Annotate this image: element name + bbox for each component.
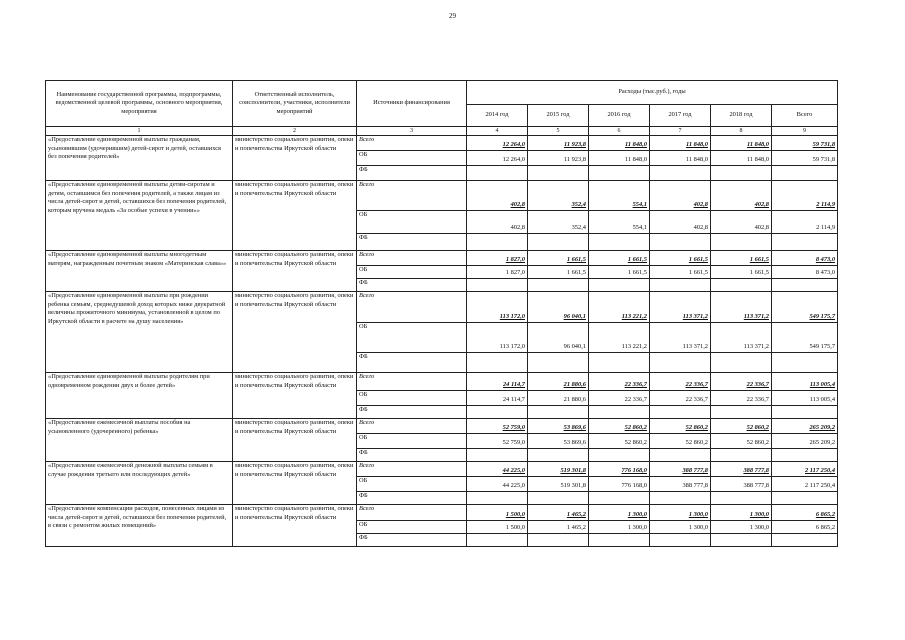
amount-cell: 113 371,2: [711, 323, 772, 353]
measure-executor: министерство социального развития, опеки и попечительства Иркутской области: [233, 292, 357, 373]
amount-cell: [650, 492, 711, 505]
amount-total: [772, 166, 838, 181]
amount-cell: 388 777,8: [650, 477, 711, 492]
amount-cell: 776 168,0: [589, 477, 650, 492]
amount-cell: 53 869,6: [528, 419, 589, 434]
header-source: Источники финансирования: [357, 81, 467, 127]
amount-cell: [711, 166, 772, 181]
amount-cell: 388 777,8: [711, 462, 772, 477]
measure-executor: министерство социального развития, опеки и попечительства Иркутской области: [233, 505, 357, 547]
amount-cell: 44 225,0: [467, 462, 528, 477]
amount-cell: 52 860,2: [650, 434, 711, 449]
amount-cell: [528, 166, 589, 181]
header-expenses: Расходы (тыс.руб.), годы: [467, 81, 838, 105]
amount-cell: 1 465,2: [528, 505, 589, 521]
measure-name: «Предоставление единовременной выплаты многодетным матерям, награжденным почетным знаком «Материнская слава»»: [46, 251, 233, 292]
header-year: 2014 год: [467, 105, 528, 127]
funding-source: ОБ: [357, 151, 467, 166]
amount-cell: 11 848,0: [711, 151, 772, 166]
amount-cell: [711, 534, 772, 547]
amount-cell: [711, 234, 772, 251]
amount-cell: 554,1: [589, 181, 650, 211]
header-year: 2018 год: [711, 105, 772, 127]
amount-cell: 402,8: [711, 181, 772, 211]
page-number: 29: [449, 12, 456, 20]
amount-cell: 21 880,6: [528, 391, 589, 406]
measure-executor: министерство социального развития, опеки и попечительства Иркутской области: [233, 136, 357, 181]
table-row: [46, 292, 838, 323]
amount-cell: 1 661,5: [711, 266, 772, 279]
column-number-row: [46, 127, 838, 136]
funding-source: ФБ: [357, 406, 467, 419]
funding-source: ФБ: [357, 279, 467, 292]
amount-total: 549 175,7: [772, 323, 838, 353]
column-number: 8: [711, 127, 772, 136]
amount-cell: 96 040,1: [528, 323, 589, 353]
amount-total: 2 114,9: [772, 181, 838, 211]
amount-cell: 52 860,2: [711, 434, 772, 449]
amount-cell: [650, 534, 711, 547]
amount-cell: [589, 492, 650, 505]
amount-cell: 22 336,7: [711, 373, 772, 391]
funding-source: ФБ: [357, 492, 467, 505]
measure-name: «Предоставление ежемесячной выплаты пособия на усыновленного (удочеренного) ребенка»: [46, 419, 233, 462]
amount-cell: 402,8: [650, 181, 711, 211]
amount-cell: 22 336,7: [589, 373, 650, 391]
amount-cell: 352,4: [528, 181, 589, 211]
amount-cell: 24 114,7: [467, 391, 528, 406]
measure-executor: министерство социального развития, опеки и попечительства Иркутской области: [233, 462, 357, 505]
amount-cell: 1 500,0: [467, 521, 528, 534]
funding-source: Всего: [357, 373, 467, 391]
amount-cell: 21 880,6: [528, 373, 589, 391]
funding-source: ФБ: [357, 534, 467, 547]
amount-cell: 519 301,8: [528, 477, 589, 492]
amount-cell: 1 300,0: [711, 521, 772, 534]
funding-source: Всего: [357, 419, 467, 434]
table-row: [46, 419, 838, 434]
amount-cell: [650, 449, 711, 462]
amount-cell: 11 848,0: [650, 151, 711, 166]
amount-total: 59 731,8: [772, 151, 838, 166]
amount-cell: 1 827,0: [467, 251, 528, 266]
amount-cell: 11 848,0: [589, 136, 650, 151]
funding-source: ОБ: [357, 521, 467, 534]
funding-source: ОБ: [357, 477, 467, 492]
funding-source: Всего: [357, 505, 467, 521]
amount-cell: 22 336,7: [589, 391, 650, 406]
measure-executor: министерство социального развития, опеки и попечительства Иркутской области: [233, 181, 357, 251]
measure-name: «Предоставление единовременной выплаты гражданам, усыновившим (удочерившим) детей-сирот и детей, оставшихся без попечения родителей»: [46, 136, 233, 181]
amount-cell: [467, 279, 528, 292]
amount-cell: 776 168,0: [589, 462, 650, 477]
amount-cell: 11 923,8: [528, 151, 589, 166]
amount-cell: 11 848,0: [650, 136, 711, 151]
amount-cell: 1 661,5: [528, 266, 589, 279]
table-row: [46, 251, 838, 266]
amount-cell: [589, 449, 650, 462]
column-number: 5: [528, 127, 589, 136]
amount-total: 8 473,0: [772, 251, 838, 266]
amount-cell: 1 300,0: [589, 521, 650, 534]
column-number: 3: [357, 127, 467, 136]
amount-cell: 1 827,0: [467, 266, 528, 279]
amount-cell: [467, 534, 528, 547]
amount-cell: [467, 449, 528, 462]
amount-cell: 22 336,7: [650, 391, 711, 406]
amount-cell: 113 172,0: [467, 292, 528, 323]
amount-total: 6 865,2: [772, 505, 838, 521]
funding-source: ОБ: [357, 211, 467, 234]
amount-cell: 1 661,5: [589, 251, 650, 266]
amount-cell: 11 848,0: [589, 151, 650, 166]
amount-total: 265 209,2: [772, 419, 838, 434]
budget-table-body: [46, 136, 838, 547]
amount-cell: 1 661,5: [589, 266, 650, 279]
header-year: 2015 год: [528, 105, 589, 127]
amount-cell: 52 860,2: [589, 419, 650, 434]
amount-cell: 52 860,2: [589, 434, 650, 449]
funding-source: ФБ: [357, 449, 467, 462]
amount-total: 265 209,2: [772, 434, 838, 449]
amount-cell: [467, 166, 528, 181]
measure-executor: министерство социального развития, опеки и попечительства Иркутской области: [233, 419, 357, 462]
table-row: [46, 136, 838, 151]
amount-total: [772, 279, 838, 292]
amount-total: [772, 492, 838, 505]
amount-total: 59 731,8: [772, 136, 838, 151]
amount-cell: 52 759,0: [467, 419, 528, 434]
amount-total: 6 865,2: [772, 521, 838, 534]
amount-total: [772, 234, 838, 251]
table-row: [46, 373, 838, 391]
amount-cell: 53 869,6: [528, 434, 589, 449]
amount-cell: 1 661,5: [711, 251, 772, 266]
amount-cell: 12 264,0: [467, 136, 528, 151]
amount-cell: [467, 353, 528, 373]
amount-cell: [589, 534, 650, 547]
amount-cell: [467, 234, 528, 251]
amount-cell: [467, 406, 528, 419]
amount-total: [772, 449, 838, 462]
amount-cell: [528, 234, 589, 251]
amount-cell: 113 371,2: [650, 323, 711, 353]
amount-total: 2 117 250,4: [772, 477, 838, 492]
amount-total: 8 473,0: [772, 266, 838, 279]
amount-cell: [650, 279, 711, 292]
table-row: [46, 181, 838, 211]
amount-cell: 12 264,0: [467, 151, 528, 166]
funding-source: ОБ: [357, 266, 467, 279]
amount-cell: 113 221,2: [589, 323, 650, 353]
funding-source: ОБ: [357, 434, 467, 449]
measure-name: «Предоставление единовременной выплаты родителям при одновременном рождении двух и более детей»: [46, 373, 233, 419]
amount-total: [772, 406, 838, 419]
amount-cell: 22 336,7: [650, 373, 711, 391]
column-number: 6: [589, 127, 650, 136]
amount-cell: 352,4: [528, 211, 589, 234]
funding-source: ОБ: [357, 391, 467, 406]
funding-source: Всего: [357, 292, 467, 323]
amount-cell: 519 301,8: [528, 462, 589, 477]
funding-source: Всего: [357, 181, 467, 211]
amount-cell: 24 114,7: [467, 373, 528, 391]
table-row: [46, 462, 838, 477]
amount-cell: 113 172,0: [467, 323, 528, 353]
amount-cell: 52 759,0: [467, 434, 528, 449]
funding-source: Всего: [357, 136, 467, 151]
amount-cell: [467, 492, 528, 505]
amount-cell: 388 777,8: [711, 477, 772, 492]
amount-total: 2 117 250,4: [772, 462, 838, 477]
amount-cell: 1 661,5: [650, 266, 711, 279]
measure-executor: министерство социального развития, опеки и попечительства Иркутской области: [233, 251, 357, 292]
table-row: [46, 505, 838, 521]
column-number: 7: [650, 127, 711, 136]
column-number: 2: [233, 127, 357, 136]
amount-cell: [711, 406, 772, 419]
measure-executor: министерство социального развития, опеки и попечительства Иркутской области: [233, 373, 357, 419]
amount-cell: 113 371,2: [711, 292, 772, 323]
column-number: 1: [46, 127, 233, 136]
measure-name: «Предоставление единовременной выплаты при рождении ребенка семьям, среднедушевой доход которых ниже двукратной величины прожиточного минимума, установленной в целом по Иркутской области в расчете на душу населения»: [46, 292, 233, 373]
amount-cell: [528, 492, 589, 505]
amount-cell: 52 860,2: [650, 419, 711, 434]
amount-cell: [589, 234, 650, 251]
amount-cell: 1 661,5: [650, 251, 711, 266]
amount-cell: 402,8: [711, 211, 772, 234]
amount-cell: [711, 279, 772, 292]
amount-cell: 1 465,2: [528, 521, 589, 534]
amount-total: [772, 534, 838, 547]
amount-cell: 113 221,2: [589, 292, 650, 323]
header-total: Всего: [772, 105, 838, 127]
column-number: 9: [772, 127, 838, 136]
amount-cell: [528, 279, 589, 292]
amount-total: 2 114,9: [772, 211, 838, 234]
amount-cell: [711, 492, 772, 505]
amount-cell: [589, 353, 650, 373]
amount-cell: 113 371,2: [650, 292, 711, 323]
amount-cell: 1 500,0: [467, 505, 528, 521]
amount-cell: 52 860,2: [711, 419, 772, 434]
funding-source: ФБ: [357, 166, 467, 181]
amount-cell: 402,8: [467, 211, 528, 234]
amount-cell: [528, 449, 589, 462]
funding-source: Всего: [357, 251, 467, 266]
header-executor: Ответственный исполнитель, соисполнители, участники, исполнители мероприятий: [233, 81, 357, 127]
funding-source: ФБ: [357, 353, 467, 373]
measure-name: «Предоставление единовременной выплаты детям-сиротам и детям, оставшимся без попечения родителей, а также лицам из числа детей-сирот и детей, оставшихся без попечения родителей, которым вручена медаль «За особые успехи в учении»»: [46, 181, 233, 251]
funding-source: ФБ: [357, 234, 467, 251]
amount-cell: 1 300,0: [711, 505, 772, 521]
amount-cell: 402,8: [650, 211, 711, 234]
amount-cell: 554,1: [589, 211, 650, 234]
amount-cell: [528, 534, 589, 547]
amount-cell: [528, 406, 589, 419]
amount-cell: 402,8: [467, 181, 528, 211]
column-number: 4: [467, 127, 528, 136]
amount-cell: 96 040,1: [528, 292, 589, 323]
amount-cell: 1 300,0: [650, 505, 711, 521]
measure-name: «Предоставление ежемесячной денежной выплаты семьям в случае рождения третьего или последующих детей»: [46, 462, 233, 505]
amount-cell: 11 923,8: [528, 136, 589, 151]
amount-cell: 22 336,7: [711, 391, 772, 406]
amount-cell: [589, 166, 650, 181]
amount-cell: 1 300,0: [589, 505, 650, 521]
amount-cell: [589, 406, 650, 419]
amount-cell: 1 661,5: [528, 251, 589, 266]
amount-total: 549 175,7: [772, 292, 838, 323]
amount-total: 113 005,4: [772, 391, 838, 406]
amount-cell: 44 225,0: [467, 477, 528, 492]
amount-cell: [528, 353, 589, 373]
header-year: 2017 год: [650, 105, 711, 127]
header-year: 2016 год: [589, 105, 650, 127]
amount-cell: [650, 234, 711, 251]
amount-cell: [650, 406, 711, 419]
amount-cell: [589, 279, 650, 292]
amount-cell: [711, 449, 772, 462]
amount-total: 113 005,4: [772, 373, 838, 391]
amount-cell: [650, 166, 711, 181]
amount-cell: 1 300,0: [650, 521, 711, 534]
measure-name: «Предоставление компенсации расходов, понесенных лицами из числа детей-сирот и детей, оставшихся без попечения родителей, в связи с ремонтом жилых помещений»: [46, 505, 233, 547]
funding-source: Всего: [357, 462, 467, 477]
amount-cell: 388 777,8: [650, 462, 711, 477]
amount-cell: [650, 353, 711, 373]
header-name: Наименование государственной программы, подпрограммы, ведомственной целевой программы, основного мероприятия, мероприятия: [46, 81, 233, 127]
amount-cell: [711, 353, 772, 373]
amount-cell: 11 848,0: [711, 136, 772, 151]
funding-source: ОБ: [357, 323, 467, 353]
amount-total: [772, 353, 838, 373]
budget-table: [45, 80, 838, 547]
